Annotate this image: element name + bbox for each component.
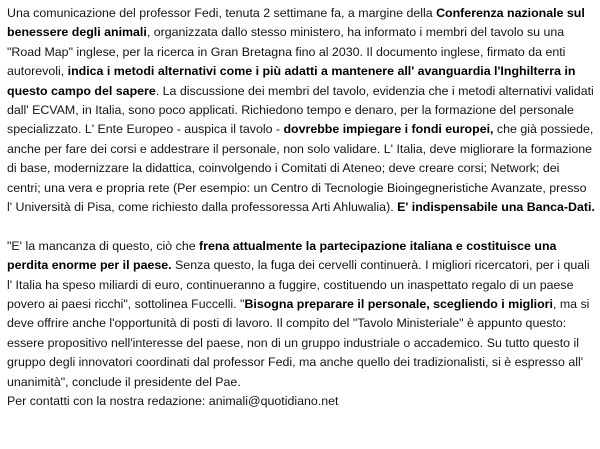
article-body (7, 4, 595, 412)
text-run: , organizzata dallo stesso ministero, ha informato i membri del tavolo su una "Road Map" inglese, per la ricerca in Gran Bretagna fino al 2030. Il documento inglese, firmato da enti autorevoli, (7, 25, 566, 79)
bold-text-run: dovrebbe impiegare i fondi europei, (283, 122, 494, 137)
text-run: Una comunicazione del professor Fedi, tenuta 2 settimane fa, a margine della (7, 6, 437, 20)
text-run: Senza questo, la fuga dei cervelli continuerà. I migliori ricercatori, per i quali l' Italia ha speso miliardi di euro, continueranno a fuggire, costituendo un inaspettato regalo di un paese povero ai paesi ricchi", sottolinea Fuccelli. " (7, 258, 590, 312)
bold-text-run: Bisogna preparare il personale, scegliendo i migliori (244, 297, 553, 312)
text-run: "E' la mancanza di questo, ciò che (7, 238, 200, 253)
text-run: . La discussione dei membri del tavolo, evidenzia che i metodi alternativi validati dall' ECVAM, in Italia, sono poco applicati. Richiedono tempo e denaro, per la formazione del personale specializzato. L' Ente Europeo - auspica il tavolo - (7, 83, 594, 137)
text-run: , ma si deve offrire anche l'opportunità di posti di lavoro. Il compito del "Tavolo Ministeriale" è appunto questo: essere propositivo nell'interesse del paese, non di un gruppo industriale o accademico. Su tutto questo il gruppo degli innovatori coordinati dal professor Fedi, ma anche quello dei tradizionalisti, si è espresso all' unanimità", conclude il presidente del Pae. (7, 297, 590, 389)
bold-text-run: indica i metodi alternativi come i più adatti a mantenere all' avanguardia l'Inghilterra in questo campo del sapere (7, 64, 576, 98)
contact-line: Per contatti con la nostra redazione: animali@quotidiano.net (7, 394, 339, 409)
paragraph-1 (7, 4, 595, 217)
paragraph-2 (7, 237, 595, 392)
bold-text-run: Conferenza nazionale sul benessere degli animali (7, 6, 585, 40)
text-run: che già possiede, anche per fare dei corsi e addestrare il personale, non solo validare. L' Italia, deve migliorare la formazione di base, modernizzare la didattica, coinvolgendo i Comitati di Ateneo; deve creare corsi; Network; dei centri; una vera e propria rete (Per esempio: un Centro di Tecnologie Bioingegneristiche Avanzate, presso l' Università di Pisa, come richiesto dalla professoressa Arti Ahluwalia). (7, 122, 594, 215)
paragraph-spacer (7, 217, 595, 236)
bold-text-run: E' indispensabile una Banca-Dati. (397, 200, 595, 215)
bold-text-run: frena attualmente la partecipazione italiana e costituisce una perdita enorme per il paese. (7, 238, 557, 273)
